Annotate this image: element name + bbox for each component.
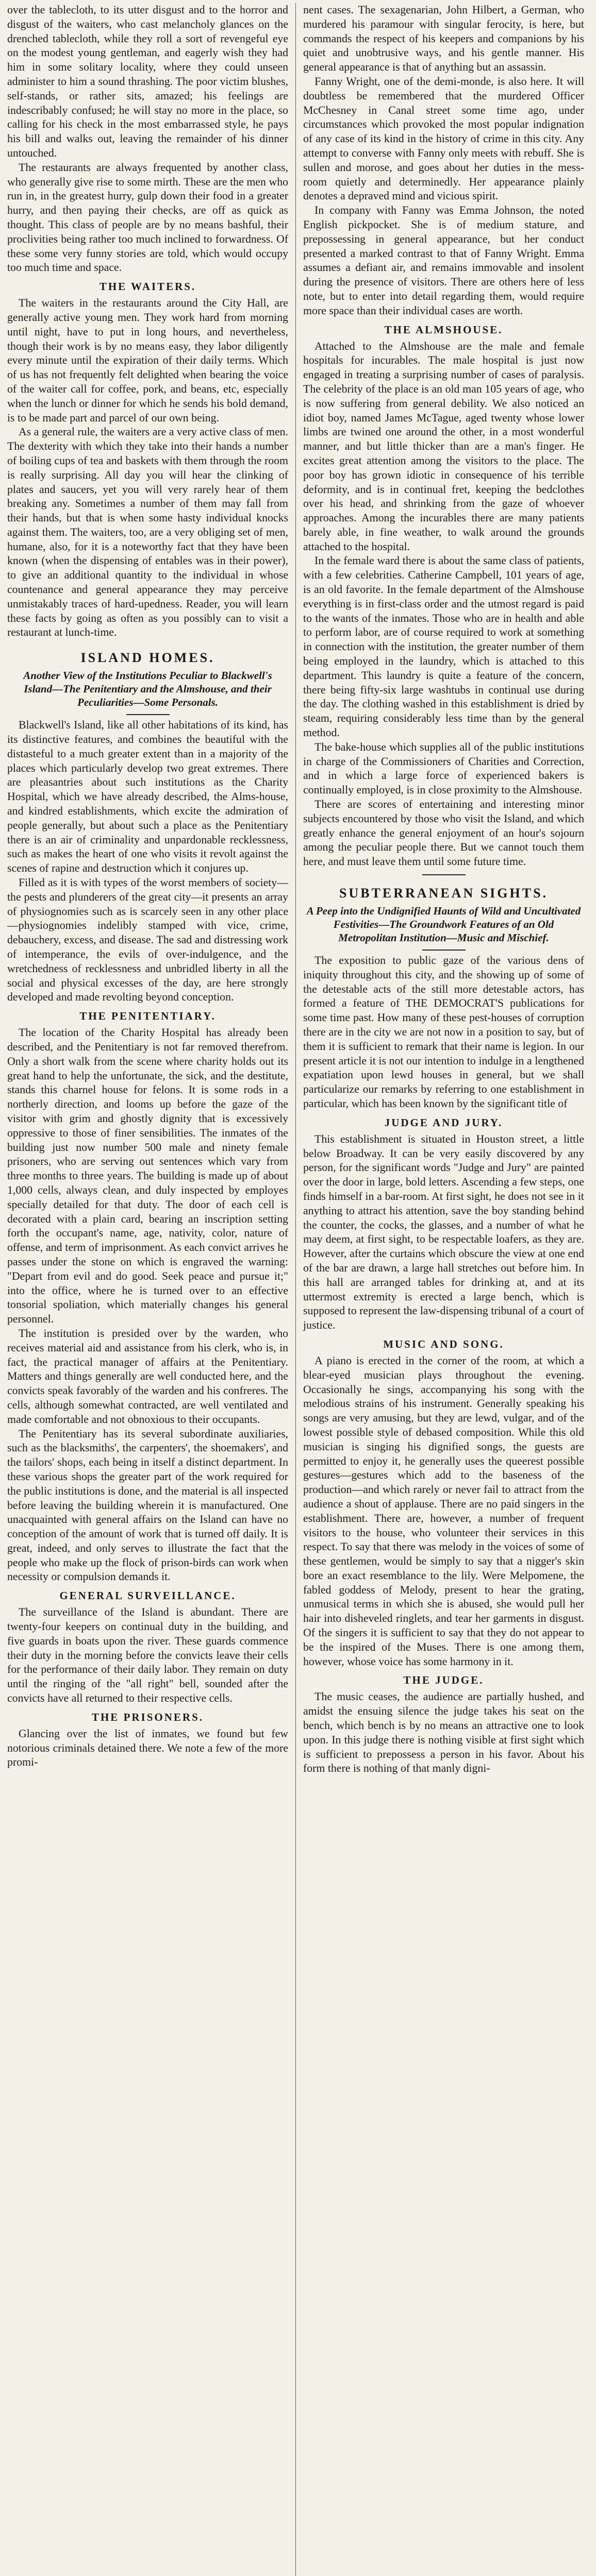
paragraph: A piano is erected in the corner of the room, at which a blear-eyed musician plays throughout the evening. Occasionally he sings, accompanying his song with the melodious strains of his instrument. Generally speaking his songs are very amusing, but they are lewd, vulgar, and of the lowest possible style of debased composition. While this old musician is singing his dignified songs, the guests are permitted to enjoy it, he generally uses the queerest possible gestures—gestures which add to the baseness of the production—and which rarely or never fail to attract from the audience a shout of applause. There are no paid singers in the establishment. There are, however, a number of frequent visitors to the house, who volunteer their services in this respect. To say that there was melody in the voices of some of these gentlemen, would be simply to say that a nigger's skin bore an exact resemblance to the lily. Were Melpomene, the fabled goddess of Melody, present to hear the grating, unmusical terms in which she is abused, she would pull her hair into disheveled ringlets, and tear her garments in disgust. Of the singers it is sufficient to say that they do not appear to be the inspired of the Muses. There is one among them, however, whose voice has some harmony in it. xyxy=(303,1354,584,1668)
paragraph: The surveillance of the Island is abundant. There are twenty-four keepers on continual duty in the building, and five guards in boats upon the river. These guards commence their duty in the morning before the convicts leave their cells for the performance of their daily labor. They remain on duty until the ringing of the "all right" bell, sounded after the convicts have all returned to their respective cells. xyxy=(7,1606,288,1705)
section-heading-waiters: THE WAITERS. xyxy=(99,280,196,293)
divider-rule xyxy=(126,714,170,715)
paragraph: over the tablecloth, to its utter disgust and to the horror and disgust of the waiters, who cast melancholy glances on the drenched tablecloth, while they roll a sort of revengeful eye on the modest young gentleman, and eagerly wish they had him in some solitary locality, where they could unseen administer to him a sound thrashing. The poor victim blushes, self-stands, or rather sits, amazed; his feelings are indescribably confused; he will stay no more in the place, so calling for his check in the most embarrassed style, he pays his bill and walks out, leaving the remainder of his dinner untouched. xyxy=(7,4,288,159)
section-heading-prisoners: THE PRISONERS. xyxy=(91,1710,204,1723)
paragraph: In company with Fanny was Emma Johnson, the noted English pickpocket. She is of medium stature, and prepossessing in general appearance, but her conduct presented a marked contrast to that of Fanny Wright. Emma assumes a defiant air, and remains immovable and insolent during the presence of visitors. There are others here of less note, but to enter into detail regarding them, would require more space than their individual cases are worth. xyxy=(303,204,584,317)
section-heading-almshouse: THE ALMSHOUSE. xyxy=(384,323,503,336)
paragraph: The waiters in the restaurants around the City Hall, are generally active young men. They work hard from morning until night, have to put in long hours, and nevertheless, though their work is by no means easy, they labor diligently every minute until the expiration of their daily terms. Which of us has not frequently felt delighted when bearing the voice of the waiter call for coffee, pork, and beans, etc, especially when the lunch or dinner for which he sends his bold demand, is to be made part and parcel of our own being. xyxy=(7,297,288,424)
article-deck-subterranean xyxy=(306,904,581,944)
article-deck-island-homes xyxy=(10,669,285,709)
section-heading-music-and-song: MUSIC AND SONG. xyxy=(383,1337,504,1350)
paragraph: The bake-house which supplies all of the public institutions in charge of the Commissioners of Charities and Correction, and in which a large force of experienced bakers is continually employed, is in close proximity to the Almshouse. xyxy=(303,740,584,796)
section-heading-surveillance: GENERAL SURVEILLANCE. xyxy=(59,1589,236,1602)
paragraph: The institution is presided over by the warden, who receives material aid and assistance from his clerk, who is, in fact, the practical manager of affairs at the Penitentiary. Matters and things generally are well conducted here, and the convicts speak favorably of the warden and his confreres. The cells, although somewhat contracted, are well ventilated and made comfortable and not obnoxious to their occupants. xyxy=(7,1327,288,1426)
paragraph: The music ceases, the audience are partially hushed, and amidst the ensuing silence the judge takes his seat on the bench, which bench is by no means an attractive one to look upon. In this judge there is nothing visible at first sight which is sufficient to prepossess a person in his favor. About his form there is nothing of that manly digni- xyxy=(303,1690,584,1775)
paragraph: Attached to the Almshouse are the male and female hospitals for incurables. The male hospital is just now engaged in treating a surprising number of cases of paralysis. The celebrity of the place is an old man 105 years of age, who is now suffering from general debility. We also noticed an idiot boy, named James McTague, aged twenty whose lower limbs are twined one around the other, in a most wonderful manner, and but little thicker than are a man's finger. He excites great attention among the visitors to the place. The poor boy has grown idiotic in consequence of his terrible deformity, and is in continual fret, keeping the bedclothes over his head, and shrinking from the gaze of whoever approaches. Among the incurables there are many patients barely able, in fine weather, to walk around the grounds attached to the hospital. xyxy=(303,340,584,553)
paragraph: In the female ward there is about the same class of patients, with a few celebrities. Catherine Campbell, 101 years of age, is an old favorite. In the female department of the Almshouse everything is in first-class order and the utmost regard is paid to the wants of the inmates. Those who are in health and able to perform labor, are of course required to work at something in connection with the institution, the greater number of them being employed in the laundry, which is attached to this department. This laundry is quite a feature of the concern, there being fifty-six large washtubs in continual use during the day. The clothing washed in this establishment is dried by steam, requiring considerably less time than by the general method. xyxy=(303,554,584,739)
section-heading-penitentiary: THE PENITENTIARY. xyxy=(79,1010,216,1023)
right-column xyxy=(299,3,584,2576)
article-headline-subterranean: SUBTERRANEAN SIGHTS. xyxy=(339,886,549,901)
paragraph: There are scores of entertaining and interesting minor subjects encountered by those who visit the Island, and which greatly enhance the general enjoyment of an hour's sojourn among the peculiar people there. But we cannot touch them here, and must leave them until some future time. xyxy=(303,798,584,868)
paragraph: The exposition to public gaze of the various dens of iniquity throughout this city, and the showing up of some of the detestable acts of the still more detestable actors, has formed a feature of THE DEMOCRAT'S publications for some time past. How many of these pest-houses of corruption there are in the city we are not now in a position to say, but of them it is sufficient to remark that their name is legion. In our present article it is not our intention to indulge in a lengthened expatiation upon lewd houses in general, but we shall particularize our remarks by referring to one establishment in particular, which has been known by the significant title of xyxy=(303,954,584,1110)
paragraph: The restaurants are always frequented by another class, who generally give rise to some mirth. These are the men who run in, in the greatest hurry, gulp down their food in a greater hurry, and then paying their checks, are off as quick as thought. This class of people are by no means bashful, their proclivities being rather too much inclined to forwardness. Of these some very funny stories are told, which would occupy too much time and space. xyxy=(7,161,288,274)
deck-text: A Peep into the Undignified Haunts of Wild and Uncultivated Festivities—The Groundwork Features of an Old Metropolitan Institution—Music and Mischief. xyxy=(306,905,581,944)
paragraph: Blackwell's Island, like all other habitations of its kind, has its distinctive features, and combines the beautiful with the distasteful to a much greater extent than in a majority of the places which particularly develop two great extremes. There are pleasantries about such institutions as the Charity Hospital, which we have already described, the Alms-house, and kindred establishments, which excite the admiration of people generally, but about such a place as the Penitentiary there is an air of criminality and unpardonable recklessness, such as makes the heart of one who visits it revolt against the scenes of rapine and destruction which it conjures up. xyxy=(7,719,288,875)
paragraph: Glancing over the list of inmates, we found but few notorious criminals detained there. We note a few of the more promi- xyxy=(7,1727,288,1769)
article-headline-island-homes: ISLAND HOMES. xyxy=(80,650,215,666)
paragraph: As a general rule, the waiters are a very active class of men. The dexterity with which they take into their hands a number of boiling cups of tea and baskets with them through the room is really surprising. All day you will hear the clinking of plates and saucers, yet you will very rarely hear of them breaking any. Sometimes a number of them may fall from their hands, but that is when some hasty individual knocks against them. The waiters, too, are a very obliging set of men, humane, also, for it is a noteworthy fact that they have been known (when the dispensing of entables was in their power), to give an additional quantity to the individual in whose countenance and general appearance they may perceive unmistakably traces of hard-upedness. Reader, you will learn these facts by going as often as you possibly can to visit a restaurant at lunch-time. xyxy=(7,426,288,639)
paragraph: The location of the Charity Hospital has already been described, and the Penitentiary is not far removed therefrom. Only a short walk from the scene where charity holds out its great hand to help the unfortunate, the sick, and the destitute, stands this charnel house for felons. It is some rods in a northerly direction, and looms up before the gaze of the visitor with grim and ghostly dignity that is excessively oppressive to those of finer sensibilities. The inmates of the building just now number 500 male and ninety female prisoners, who are serving out sentences which vary from three months to three years. The building is made up of about 1,000 cells, always clean, and duly inspected by employes specially detailed for that duty. The door of each cell is decorated with a plain card, bearing an inscription setting forth the occupant's name, age, nativity, color, nature of offense, and term of imprisonment. As each convict arrives he passes under the stone on which is engraved the warning: "Depart from evil and do good. Seek peace and pursue it;" into the office, where he is turned over to an effective tonsorial spoliation, which materially changes his general personnel. xyxy=(7,1026,288,1326)
paragraph: nent cases. The sexagenarian, John Hilbert, a German, who murdered his paramour with singular ferocity, is here, but commands the respect of his keepers and companions by his quiet and unobtrusive ways, and his gentle manner. His general appearance is that of anything but an assassin. xyxy=(303,4,584,74)
paragraph: The Penitentiary has its several subordinate auxiliaries, such as the blacksmiths', the carpenters', the shoemakers', and the tailors' shops, each being in itself a distinct department. In these various shops the greater part of the work required for the public institutions is done, and the material is all inspected before leaving the building wherein it is manufactured. One unacquainted with general affairs on the Island can have no conception of the amount of work that is turned off daily. It is great, indeed, and only serves to illustrate the fact that the people who make up the flock of prison-birds can work when necessity or compulsion demands it. xyxy=(7,1427,288,1583)
restaurant-article-continuation xyxy=(7,3,288,275)
paragraph: Filled as it is with types of the worst members of society—the pests and plunderers of the great city—it presents an array of physiognomies such as is scarcely seen in any other place—physiognomies indelibly stamped with vice, crime, debauchery, excess, and disease. The sad and distressing work of intemperance, the evils of over-indulgence, and the wretchedness of recklessness and unbridled liberty in all the social and physical excesses of the day, are here strongly developed and made revolting beyond conception. xyxy=(7,876,288,1004)
paragraph: Fanny Wright, one of the demi-monde, is also here. It will doubtless be remembered that the murdered Officer McChesney in Canal street some time ago, under circumstances which provoked the most popular indignation of any case of its kind in the history of crime in this city. Any attempt to converse with Fanny only meets with rebuff. She is sullen and morose, and goes about her duties in the mess-room quietly and determinedly. Her appearance plainly denotes a depraved mind and vicious spirit. xyxy=(303,75,584,202)
divider-rule xyxy=(422,874,466,875)
deck-text: Another View of the Institutions Peculiar to Blackwell's Island—The Penitentiary and the Almshouse, and their Peculiarities—Some Personals. xyxy=(23,669,272,709)
divider-rule xyxy=(422,950,466,951)
paragraph: This establishment is situated in Houston street, a little below Broadway. It can be very easily discovered by any person, for the significant words "Judge and Jury" are painted over the door in large, bold letters. Ascending a few steps, one finds himself in a bar-room. At first sight, he does not see in it anything to attract his attention, save the boy standing behind the counter, the cocks, the glasses, and a number of what he may deem, at first sight, to be respectable loafers, as they are. However, after the curtains which obscure the view at one end of the bar are drawn, a large hall stretches out before him. In this hall are arranged tables for drinking at, and at its uttermost extremity is erected a large bench, which is supposed to represent the law-dispensing tribunal of a court of justice. xyxy=(303,1132,584,1332)
column-rule xyxy=(295,3,296,2576)
section-heading-judge-and-jury: JUDGE AND JURY. xyxy=(384,1116,503,1129)
section-heading-the-judge: THE JUDGE. xyxy=(403,1674,484,1687)
left-column xyxy=(7,3,292,2576)
